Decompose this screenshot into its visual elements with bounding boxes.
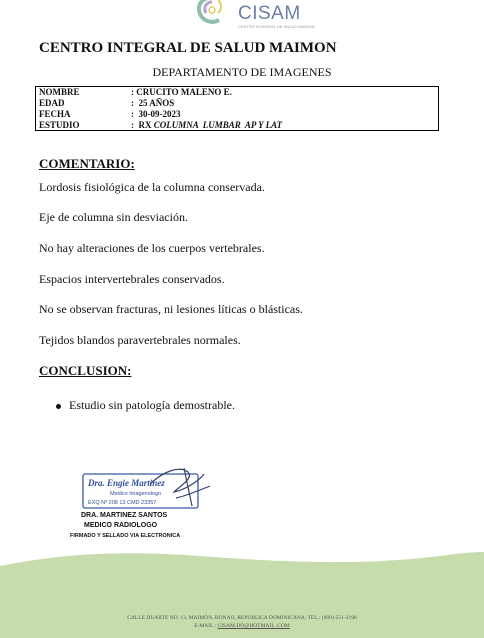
stamp-exequatur: EXQ Nº 208 13 CMD 23357 <box>88 500 157 506</box>
comment-line: No hay alteraciones de los cuerpos vertebrales. <box>39 241 265 255</box>
page-title: CENTRO INTEGRAL DE SALUD MAIMON <box>39 40 337 56</box>
department-name: DEPARTAMENTO DE IMAGENES <box>152 65 332 79</box>
info-value: : CRUCITO MALENO E. <box>131 87 232 97</box>
signer-role: MEDICO RADIOLOGO <box>84 521 158 529</box>
logo-tagline: CENTRO INTEGRAL DE SALUD MAIMON <box>238 24 315 29</box>
footer-email-label: E-MAIL : <box>194 623 218 629</box>
comment-line: Tejidos blandos paravertebrales normales. <box>39 333 241 347</box>
info-label: FECHA <box>39 109 71 119</box>
logo-brand: CISAM <box>238 3 301 24</box>
patient-row-name <box>39 87 435 98</box>
conclusion-heading: CONCLUSION: <box>39 363 132 378</box>
signer-name: DRA. MARTINEZ SANTOS <box>81 512 168 519</box>
comment-line: Eje de columna sin desviación. <box>39 210 188 224</box>
electronic-signature-note: FIRMADO Y SELLADO VIA ELECTRONICA <box>70 533 181 539</box>
cisam-logo-icon <box>192 0 232 28</box>
patient-row-date <box>39 109 435 120</box>
study-name: COLUMNA LUMBAR AP Y LAT <box>153 120 283 130</box>
comment-line: Lordosis fisiológica de la columna conservada. <box>39 180 265 194</box>
info-label: EDAD <box>39 98 65 108</box>
footer-email-line <box>0 623 484 629</box>
patient-row-age <box>39 98 435 109</box>
bullet-icon <box>56 404 61 409</box>
stamp-role: Medico Imagenologo <box>110 491 162 497</box>
info-value <box>131 120 282 130</box>
cisam-logo <box>190 0 315 30</box>
info-label: ESTUDIO <box>39 120 80 130</box>
conclusion-item: Estudio sin patología demostrable. <box>69 398 235 412</box>
comment-line: Espacios intervertebrales conservados. <box>39 272 225 286</box>
comment-line: No se observan fracturas, ni lesiones líticas o blásticas. <box>39 302 303 316</box>
footer-address: CALLE DUARTE NO. 13, MAIMÓN, BONAO, REPUBLICA DOMINICANA, TEL.: (809)-551-2196 <box>127 615 357 621</box>
patient-row-study <box>39 120 435 131</box>
stamp-name: Dra. Engie Martinez <box>88 478 165 488</box>
info-value: : 25 AÑOS <box>131 98 175 108</box>
info-label: NOMBRE <box>39 87 80 97</box>
comment-heading: COMENTARIO: <box>39 156 135 171</box>
signer-block <box>81 511 167 530</box>
study-prefix: : RX <box>131 120 154 130</box>
signature-stamp <box>80 462 215 514</box>
info-value: : 30-09-2023 <box>131 109 181 119</box>
patient-info-box <box>35 86 439 131</box>
footer-email-link[interactable]: CISAM.DO@HOTMAIL .COM <box>217 623 290 629</box>
